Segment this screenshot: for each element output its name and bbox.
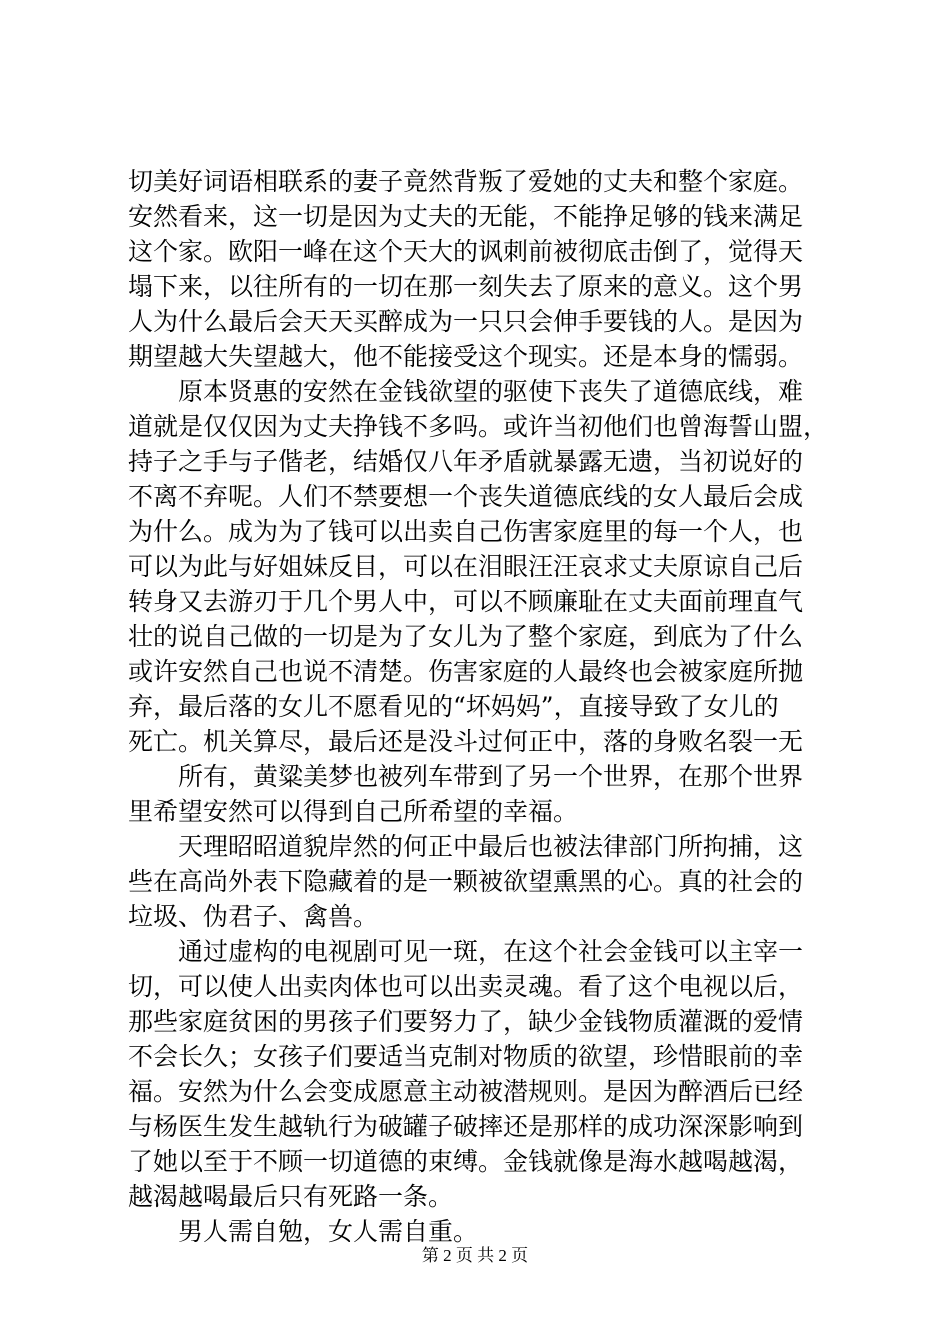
text-line: 了她以至于不顾一切道德的束缚。金钱就像是海水越喝越渴， [128, 1147, 804, 1176]
text-line: 垃圾、伪君子、禽兽。 [128, 902, 379, 931]
text-line: 人为什么最后会天天买醉成为一只只会伸手要钱的人。是因为 [128, 307, 804, 336]
text-line: 道就是仅仅因为丈夫挣钱不多吗。或许当初他们也曾海誓山盟， [128, 412, 829, 441]
text-line: 切美好词语相联系的妻子竟然背叛了爱她的丈夫和整个家庭。 [128, 167, 804, 196]
text-line: 或许安然自己也说不清楚。伤害家庭的人最终也会被家庭所抛 [128, 657, 804, 686]
text-line: 福。安然为什么会变成愿意主动被潜规则。是因为醉酒后已经 [128, 1077, 804, 1106]
text-line: 所有，黄粱美梦也被列车带到了另一个世界，在那个世界 [128, 762, 804, 791]
document-body [128, 164, 834, 1249]
page-footer [0, 1245, 950, 1267]
text-line: 切，可以使人出卖肉体也可以出卖灵魂。看了这个电视以后， [128, 972, 804, 1001]
body-paragraphs [128, 164, 834, 1249]
text-line: 期望越大失望越大，他不能接受这个现实。还是本身的懦弱。 [128, 342, 804, 371]
page-number-label: 第 2 页 共 2 页 [421, 1246, 529, 1265]
text-line: 持子之手与子偕老，结婚仅八年矛盾就暴露无遗，当初说好的 [128, 447, 804, 476]
text-line: 越渴越喝最后只有死路一条。 [128, 1182, 454, 1211]
text-line: 弃，最后落的女儿不愿看见的“坏妈妈”，直接导致了女儿的 [128, 692, 779, 721]
text-line: 不会长久；女孩子们要适当克制对物质的欲望，珍惜眼前的幸 [128, 1042, 804, 1071]
text-line: 不离不弃呢。人们不禁要想一个丧失道德底线的女人最后会成 [128, 482, 804, 511]
text-line: 通过虚构的电视剧可见一斑，在这个社会金钱可以主宰一 [128, 937, 804, 966]
text-line: 塌下来，以往所有的一切在那一刻失去了原来的意义。这个男 [128, 272, 804, 301]
text-line: 里希望安然可以得到自己所希望的幸福。 [128, 797, 579, 826]
text-line: 些在高尚外表下隐藏着的是一颗被欲望熏黑的心。真的社会的 [128, 867, 804, 896]
text-line: 可以为此与好姐妹反目，可以在泪眼汪汪哀求丈夫原谅自己后 [128, 552, 804, 581]
text-line: 转身又去游刃于几个男人中，可以不顾廉耻在丈夫面前理直气 [128, 587, 804, 616]
text-line: 安然看来，这一切是因为丈夫的无能，不能挣足够的钱来满足 [128, 202, 804, 231]
text-line: 死亡。机关算尽，最后还是没斗过何正中，落的身败名裂一无 [128, 727, 804, 756]
text-line: 与杨医生发生越轨行为破罐子破摔还是那样的成功深深影响到 [128, 1112, 804, 1141]
text-line: 为什么。成为为了钱可以出卖自己伤害家庭里的每一个人，也 [128, 517, 804, 546]
text-line: 天理昭昭道貌岸然的何正中最后也被法律部门所拘捕，这 [128, 832, 804, 861]
text-line: 壮的说自己做的一切是为了女儿为了整个家庭，到底为了什么 [128, 622, 804, 651]
text-line: 原本贤惠的安然在金钱欲望的驱使下丧失了道德底线，难 [128, 377, 804, 406]
text-line: 这个家。欧阳一峰在这个天大的讽刺前被彻底击倒了，觉得天 [128, 237, 804, 266]
text-line: 那些家庭贫困的男孩子们要努力了，缺少金钱物质灌溉的爱情 [128, 1007, 804, 1036]
text-line: 男人需自勉，女人需自重。 [128, 1217, 479, 1246]
